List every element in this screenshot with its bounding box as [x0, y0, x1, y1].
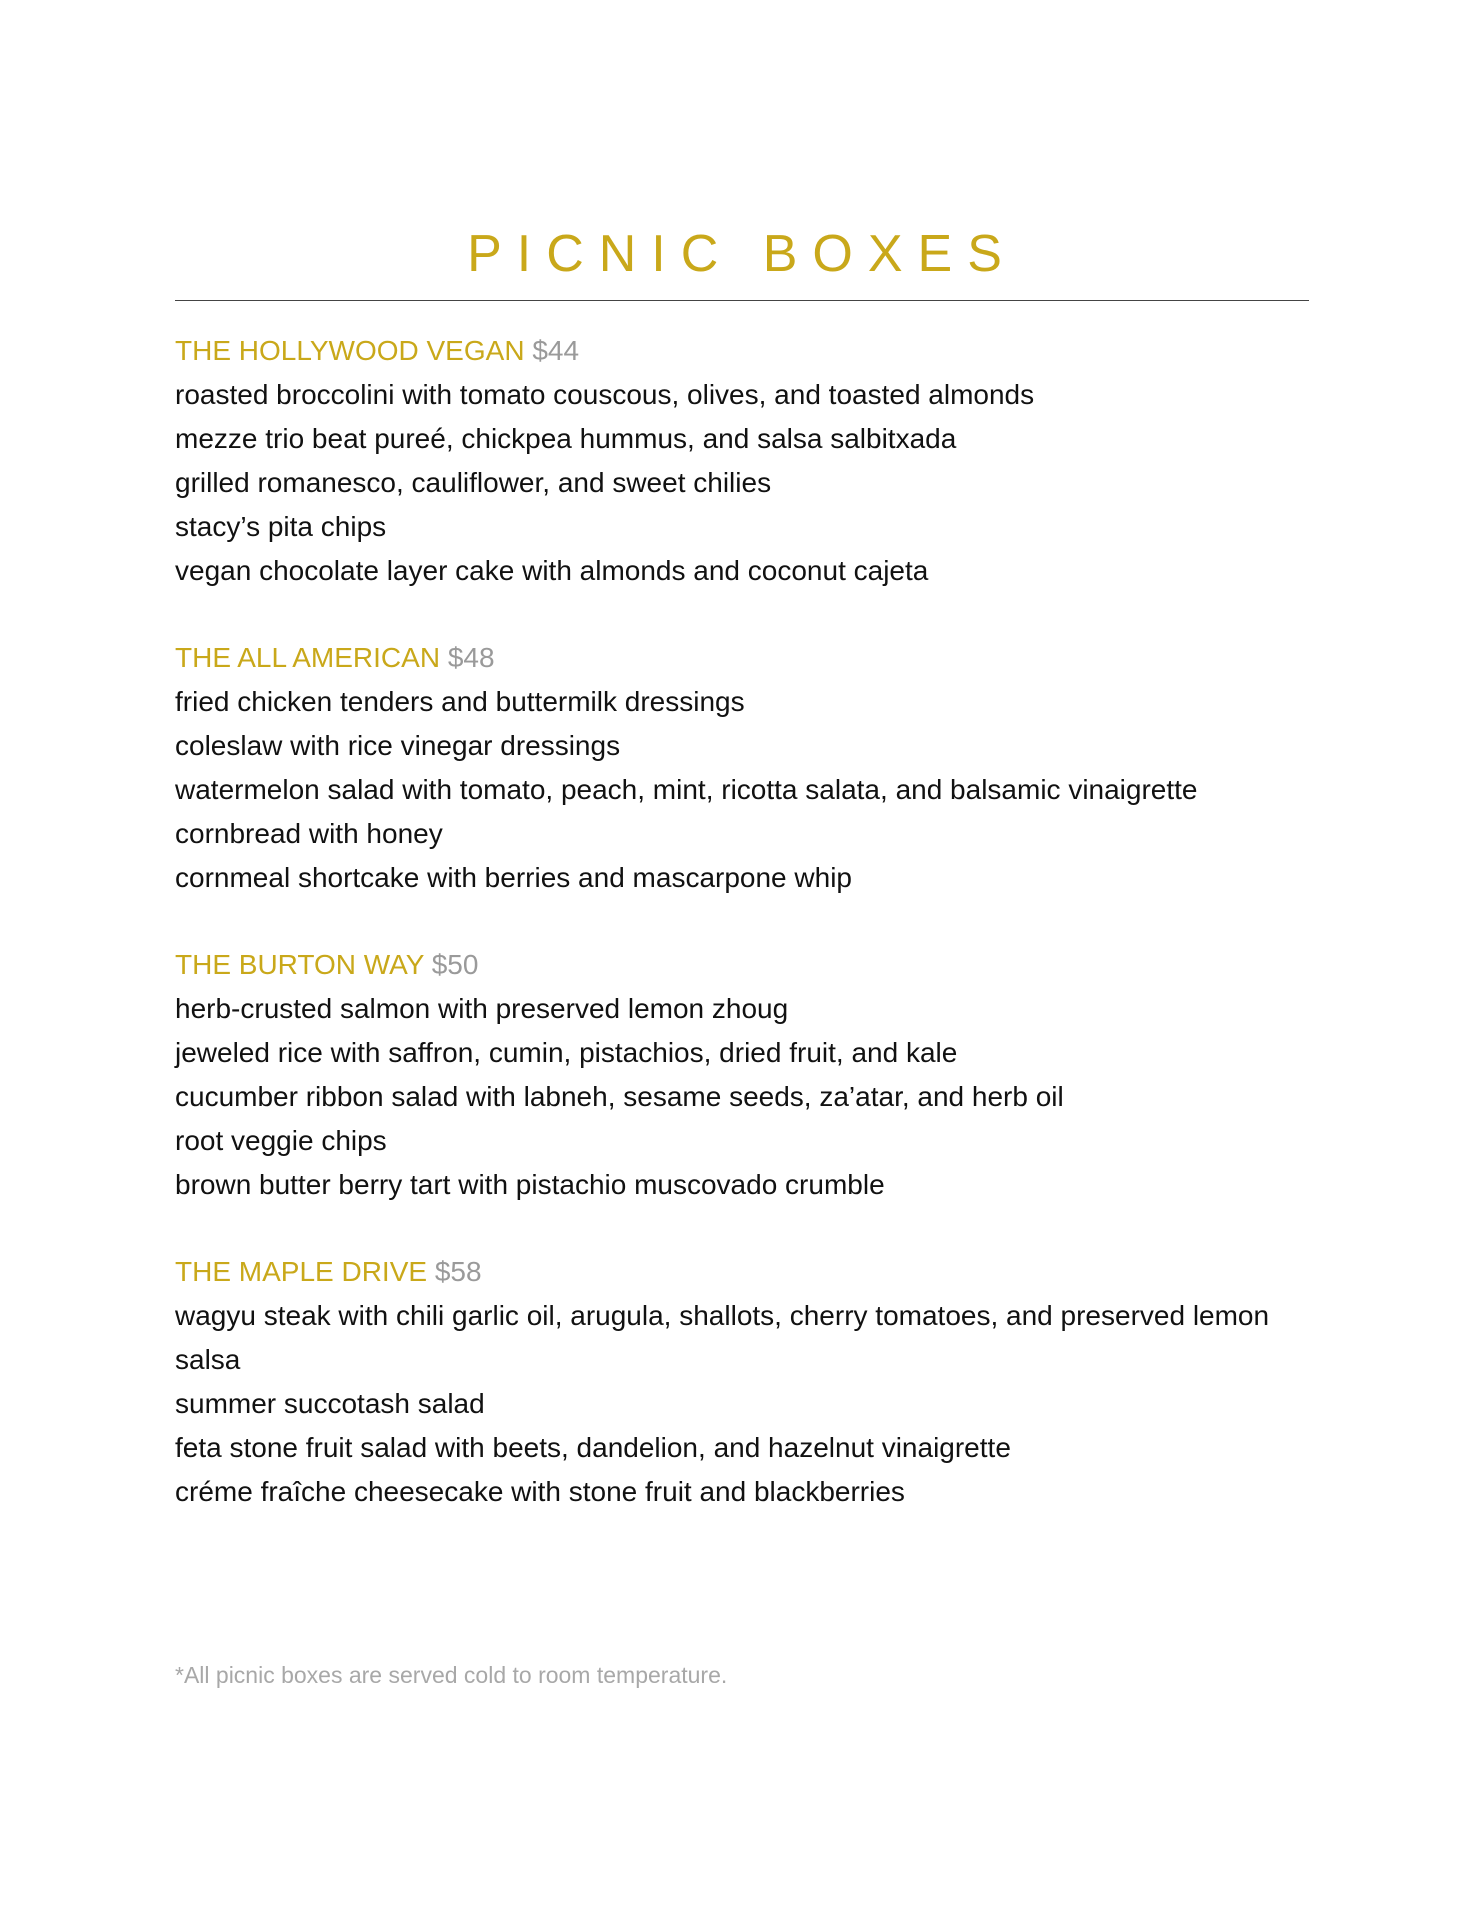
- footnote: *All picnic boxes are served cold to room temperature.: [175, 1662, 728, 1688]
- section-price: $44: [532, 335, 580, 366]
- section-items: [175, 987, 1325, 1207]
- menu-item: cornmeal shortcake with berries and mascarpone whip: [175, 862, 852, 893]
- menu-section-hollywood-vegan: [175, 329, 1325, 593]
- menu-item: summer succotash salad: [175, 1388, 485, 1419]
- section-name: THE BURTON WAY: [175, 949, 424, 980]
- section-price: $48: [447, 642, 495, 673]
- menu-item: stacy’s pita chips: [175, 511, 387, 542]
- section-price: $58: [434, 1256, 482, 1287]
- menu-item: créme fraîche cheesecake with stone fruit and blackberries: [175, 1476, 905, 1507]
- title-divider: [175, 300, 1309, 301]
- menu-section-maple-drive: [175, 1250, 1325, 1514]
- menu-item: watermelon salad with tomato, peach, mint, ricotta salata, and balsamic vinaigrette: [175, 774, 1198, 805]
- section-heading: [175, 329, 1325, 373]
- menu-item: coleslaw with rice vinegar dressings: [175, 730, 621, 761]
- section-name: THE ALL AMERICAN: [175, 642, 441, 673]
- menu-item: vegan chocolate layer cake with almonds and coconut cajeta: [175, 555, 929, 586]
- menu-section-all-american: [175, 636, 1325, 900]
- section-items: [175, 373, 1325, 593]
- menu-item: mezze trio beat pureé, chickpea hummus, and salsa salbitxada: [175, 423, 957, 454]
- menu-item: herb-crusted salmon with preserved lemon zhoug: [175, 993, 789, 1024]
- menu-item: root veggie chips: [175, 1125, 387, 1156]
- section-items: [175, 1294, 1325, 1514]
- menu-item: feta stone fruit salad with beets, dandelion, and hazelnut vinaigrette: [175, 1432, 1011, 1463]
- menu-section-burton-way: [175, 943, 1325, 1207]
- menu-item: wagyu steak with chili garlic oil, arugula, shallots, cherry tomatoes, and preserved lemon salsa: [175, 1300, 1270, 1375]
- section-price: $50: [431, 949, 479, 980]
- menu-item: brown butter berry tart with pistachio muscovado crumble: [175, 1169, 885, 1200]
- section-name: THE MAPLE DRIVE: [175, 1256, 428, 1287]
- page-title: PICNIC BOXES: [467, 225, 1017, 283]
- section-name: THE HOLLYWOOD VEGAN: [175, 335, 525, 366]
- menu-sections: [175, 329, 1325, 1557]
- menu-item: fried chicken tenders and buttermilk dressings: [175, 686, 745, 717]
- menu-item: cornbread with honey: [175, 818, 443, 849]
- menu-item: roasted broccolini with tomato couscous, olives, and toasted almonds: [175, 379, 1035, 410]
- section-heading: [175, 636, 1325, 680]
- section-items: [175, 680, 1325, 900]
- menu-item: grilled romanesco, cauliflower, and sweet chilies: [175, 467, 772, 498]
- section-heading: [175, 943, 1325, 987]
- section-heading: [175, 1250, 1325, 1294]
- menu-item: jeweled rice with saffron, cumin, pistachios, dried fruit, and kale: [175, 1037, 958, 1068]
- menu-item: cucumber ribbon salad with labneh, sesame seeds, za’atar, and herb oil: [175, 1081, 1064, 1112]
